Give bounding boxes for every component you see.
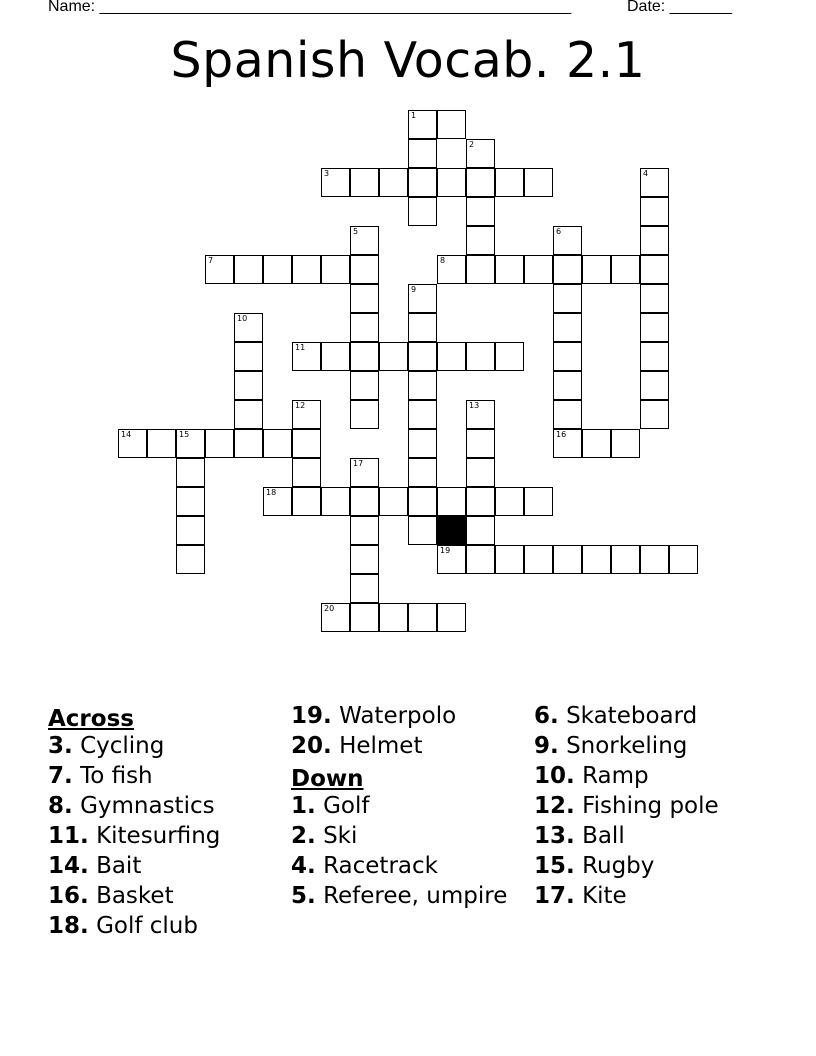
clue-across-3: [48, 734, 288, 759]
crossword-cell: [524, 487, 553, 516]
clue-down-1: [291, 794, 531, 819]
crossword-cell: [350, 371, 379, 400]
crossword-cell: [408, 487, 437, 516]
crossword-cell: [205, 429, 234, 458]
crossword-cell: [466, 400, 495, 429]
clue-text: Snorkeling: [566, 733, 688, 759]
clue-number: 3.: [48, 733, 73, 759]
crossword-cell: [176, 458, 205, 487]
crossword-cell: [466, 255, 495, 284]
clue-across-11: [48, 824, 288, 849]
crossword-cell: [466, 197, 495, 226]
crossword-cell: [437, 545, 466, 574]
crossword-cell: [176, 487, 205, 516]
crossword-cell: [640, 168, 669, 197]
clue-text: Ramp: [582, 763, 649, 789]
crossword-cell: [408, 371, 437, 400]
crossword-cell: [611, 429, 640, 458]
clue-text: Helmet: [339, 733, 423, 759]
crossword-cell: [176, 545, 205, 574]
clue-number: 13.: [534, 823, 575, 849]
crossword-cell: [205, 255, 234, 284]
cell-number: 13: [469, 401, 480, 410]
crossword-cell: [379, 603, 408, 632]
cell-number: 20: [324, 604, 335, 613]
crossword-cell: [408, 284, 437, 313]
crossword-cell: [321, 603, 350, 632]
clue-text: Waterpolo: [339, 703, 457, 729]
crossword-cell: [466, 168, 495, 197]
crossword-cell: [408, 400, 437, 429]
crossword-cell: [466, 487, 495, 516]
crossword-cell: [408, 603, 437, 632]
crossword-cell: [263, 255, 292, 284]
clue-text: Ball: [582, 823, 625, 849]
crossword-cell: [292, 458, 321, 487]
clue-across-16: [48, 884, 288, 909]
crossword-cell: [379, 487, 408, 516]
crossword-cell: [292, 429, 321, 458]
cell-number: 8: [440, 256, 446, 265]
clue-number: 8.: [48, 793, 73, 819]
clue-text: Rugby: [582, 853, 655, 879]
crossword-cell: [379, 342, 408, 371]
crossword-cell: [640, 255, 669, 284]
crossword-cell: [466, 139, 495, 168]
crossword-cell: [466, 545, 495, 574]
crossword-cell: [350, 574, 379, 603]
crossword-cell: [553, 342, 582, 371]
clue-number: 18.: [48, 913, 89, 939]
name-field-label: Name: _____________________________________________________: [48, 0, 572, 15]
clue-across-8: [48, 794, 288, 819]
crossword-cell: [437, 168, 466, 197]
crossword-cell: [350, 458, 379, 487]
cell-number: 18: [266, 488, 277, 497]
crossword-cell: [582, 545, 611, 574]
crossword-cell: [350, 168, 379, 197]
clue-number: 19.: [291, 703, 332, 729]
crossword-cell: [408, 429, 437, 458]
cell-number: 15: [179, 430, 190, 439]
cell-number: 17: [353, 459, 364, 468]
page-title: Spanish Vocab. 2.1: [170, 32, 646, 89]
clues-column-1: [48, 704, 288, 944]
crossword-cell: [292, 342, 321, 371]
clue-down-4: [291, 854, 531, 879]
crossword-cell: [263, 487, 292, 516]
cell-number: 14: [121, 430, 132, 439]
clue-number: 12.: [534, 793, 575, 819]
crossword-cell: [553, 255, 582, 284]
cell-number: 9: [411, 285, 417, 294]
cell-number: 6: [556, 227, 562, 236]
crossword-cell: [582, 255, 611, 284]
clue-number: 4.: [291, 853, 316, 879]
clue-number: 15.: [534, 853, 575, 879]
crossword-cell: [408, 110, 437, 139]
crossword-cell: [466, 429, 495, 458]
crossword-cell: [466, 458, 495, 487]
crossword-cell: [640, 371, 669, 400]
crossword-block: [437, 516, 466, 545]
crossword-cell: [553, 284, 582, 313]
crossword-cell: [466, 516, 495, 545]
crossword-cell: [176, 429, 205, 458]
clues-column-3: [534, 704, 774, 914]
cell-number: 3: [324, 169, 330, 178]
clue-text: To fish: [80, 763, 153, 789]
crossword-cell: [437, 487, 466, 516]
crossword-cell: [234, 313, 263, 342]
clue-number: 5.: [291, 883, 316, 909]
clue-text: Golf: [323, 793, 370, 819]
crossword-cell: [263, 429, 292, 458]
cell-number: 5: [353, 227, 359, 236]
cell-number: 11: [295, 343, 306, 352]
crossword-cell: [408, 139, 437, 168]
clue-number: 10.: [534, 763, 575, 789]
crossword-cell: [350, 516, 379, 545]
crossword-cell: [524, 168, 553, 197]
crossword-cell: [321, 255, 350, 284]
cell-number: 16: [556, 430, 567, 439]
crossword-cell: [640, 197, 669, 226]
clue-number: 11.: [48, 823, 89, 849]
clue-down-15: [534, 854, 774, 879]
crossword-cell: [640, 545, 669, 574]
crossword-cell: [234, 400, 263, 429]
clue-text: Skateboard: [566, 703, 698, 729]
crossword-cell: [408, 197, 437, 226]
crossword-cell: [611, 545, 640, 574]
crossword-cell: [495, 487, 524, 516]
clue-text: Ski: [323, 823, 358, 849]
crossword-cell: [437, 342, 466, 371]
clue-down-12: [534, 794, 774, 819]
date-field-label: Date: _______: [627, 0, 732, 15]
clue-number: 1.: [291, 793, 316, 819]
clue-text: Racetrack: [323, 853, 438, 879]
crossword-cell: [350, 545, 379, 574]
crossword-cell: [234, 371, 263, 400]
crossword-cell: [350, 313, 379, 342]
crossword-cell: [350, 255, 379, 284]
crossword-cell: [176, 516, 205, 545]
crossword-cell: [553, 371, 582, 400]
clue-number: 9.: [534, 733, 559, 759]
clue-number: 20.: [291, 733, 332, 759]
clue-down-5: [291, 884, 531, 909]
crossword-cell: [437, 110, 466, 139]
crossword-cell: [408, 458, 437, 487]
cell-number: 2: [469, 140, 475, 149]
crossword-cell: [524, 545, 553, 574]
clue-down-17: [534, 884, 774, 909]
crossword-cell: [147, 429, 176, 458]
clue-across-7: [48, 764, 288, 789]
clue-down-9: [534, 734, 774, 759]
crossword-cell: [495, 342, 524, 371]
clue-number: 17.: [534, 883, 575, 909]
clue-text: Cycling: [80, 733, 165, 759]
crossword-cell: [408, 342, 437, 371]
crossword-cell: [495, 168, 524, 197]
crossword-cell: [234, 342, 263, 371]
crossword-cell: [495, 545, 524, 574]
clue-text: Basket: [96, 883, 174, 909]
clues-column-2: [291, 704, 531, 914]
down-heading: Down: [291, 766, 364, 792]
crossword-cell: [640, 342, 669, 371]
across-heading: Across: [48, 706, 134, 732]
clue-down-6: [534, 704, 774, 729]
crossword-cell: [350, 342, 379, 371]
clue-text: Kite: [582, 883, 627, 909]
clue-down-13: [534, 824, 774, 849]
clue-across-20: [291, 734, 531, 759]
crossword-cell: [321, 487, 350, 516]
cell-number: 7: [208, 256, 214, 265]
crossword-cell: [379, 168, 408, 197]
crossword-cell: [437, 255, 466, 284]
crossword-cell: [553, 545, 582, 574]
crossword-cell: [582, 429, 611, 458]
crossword-cell: [292, 255, 321, 284]
crossword-cell: [321, 342, 350, 371]
clue-text: Bait: [96, 853, 142, 879]
clue-text: Fishing pole: [582, 793, 719, 819]
clue-text: Referee, umpire: [323, 883, 508, 909]
crossword-cell: [669, 545, 698, 574]
crossword-cell: [466, 226, 495, 255]
clue-number: 6.: [534, 703, 559, 729]
crossword-cell: [524, 255, 553, 284]
crossword-cell: [640, 400, 669, 429]
crossword-cell: [466, 342, 495, 371]
cell-number: 19: [440, 546, 451, 555]
crossword-cell: [553, 429, 582, 458]
clue-text: Golf club: [96, 913, 198, 939]
crossword-cell: [553, 226, 582, 255]
crossword-cell: [350, 400, 379, 429]
crossword-cell: [350, 487, 379, 516]
clue-text: Kitesurfing: [96, 823, 221, 849]
clue-across-18: [48, 914, 288, 939]
crossword-cell: [408, 168, 437, 197]
cell-number: 10: [237, 314, 248, 323]
crossword-cell: [118, 429, 147, 458]
clue-number: 2.: [291, 823, 316, 849]
crossword-cell: [553, 400, 582, 429]
crossword-cell: [495, 255, 524, 284]
clue-down-2: [291, 824, 531, 849]
crossword-cell: [640, 284, 669, 313]
crossword-cell: [437, 603, 466, 632]
cell-number: 1: [411, 111, 417, 120]
clue-number: 14.: [48, 853, 89, 879]
clue-number: 7.: [48, 763, 73, 789]
clue-across-19: [291, 704, 531, 729]
clue-text: Gymnastics: [80, 793, 215, 819]
clue-across-14: [48, 854, 288, 879]
crossword-cell: [408, 313, 437, 342]
crossword-cell: [350, 603, 379, 632]
crossword-cell: [350, 226, 379, 255]
cell-number: 4: [643, 169, 649, 178]
crossword-cell: [292, 487, 321, 516]
crossword-cell: [321, 168, 350, 197]
crossword-cell: [553, 313, 582, 342]
crossword-cell: [408, 516, 437, 545]
clue-down-10: [534, 764, 774, 789]
crossword-cell: [234, 255, 263, 284]
cell-number: 12: [295, 401, 306, 410]
crossword-cell: [611, 255, 640, 284]
crossword-cell: [350, 284, 379, 313]
crossword-cell: [234, 429, 263, 458]
crossword-cell: [292, 400, 321, 429]
clue-number: 16.: [48, 883, 89, 909]
crossword-cell: [640, 313, 669, 342]
crossword-cell: [640, 226, 669, 255]
